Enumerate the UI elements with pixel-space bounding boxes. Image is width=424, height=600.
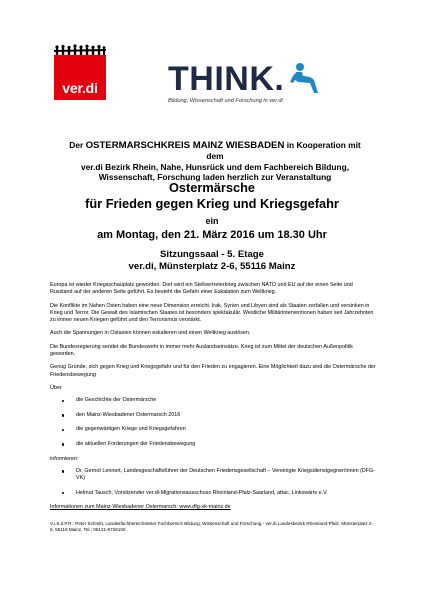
list-item: die aktuellen Forderungen der Friedensbewegung (50, 441, 376, 448)
verdi-wordmark: ver.di (54, 55, 106, 100)
event-date: am Montag, den 21. März 2016 um 18.30 Uhr (97, 229, 327, 241)
list-item: die gegenwärtigen Kriege und Kriegsgefahren (50, 426, 376, 433)
intro-text: Der (69, 140, 86, 150)
paragraph: Genug Gründe, sich gegen Krieg und Kriegsgefahr und für den Frieden zu engagieren. Eine Möglichkeit dazu sind die Ostermärsche der Friedensbewegung (50, 364, 376, 378)
flyer-body (50, 282, 376, 518)
list-item: die Geschichte der Ostermärsche (50, 397, 376, 404)
imprint-footer: V.i.S.d.P.R.: Peter Schmitt, Landesfachbereichsleiter Fachbereich Bildung, Wissenschaft und Forschung - ver.di Landesbezirk Rheinland-Pfalz, Münsterplatz 2-6, 55116 Mainz, Tel.: 06131-9726150 (50, 521, 374, 533)
speakers-label: informieren: (50, 455, 79, 462)
intro-text: ver.di Bezirk Rhein, Nahe, Hunsrück und dem Fachbereich Bildung, (80, 161, 350, 172)
topics-list (50, 397, 376, 448)
think-tagline: Bildung, Wissenschaft und Forschung in ver.di (168, 98, 283, 104)
think-logo (168, 62, 328, 112)
event-address: ver.di, Münsterplatz 2-6, 55116 Mainz (128, 261, 296, 272)
paragraph: Europa ist wieder Kriegsschauplatz geworden. Dort wird ein Stellvertreterkrieg zwischen NATO und EU auf der einen Seite und Russland auf der anderen Seite geführt. Es besteht die Gefahr einer Eskalation zum Weltkrieg. (50, 282, 353, 296)
event-title: Ostermärsche (168, 180, 256, 195)
intro-text: Wissenschaft, Forschung laden herzlich zur Veranstaltung (98, 172, 332, 183)
invitation-intro (60, 140, 370, 183)
think-wordmark: THINK. (168, 60, 285, 98)
paragraph: Die Bundesregierung sendet die Bundeswehr in immer mehr Auslandseinsätze. Krieg ist zum Mittel der deutschen Außenpolitik geworden. (50, 343, 353, 357)
verdi-logo (54, 44, 106, 100)
info-link[interactable]: Informationen zum Mainz-Wiesbadener Ostermarsch: www.dfg-vk-mainz.de (50, 504, 231, 511)
paragraph: Die Konflikte im Nahen Osten haben eine neue Dimension erreicht. Irak, Syrien und Libyen sind als Staaten zerfallen und versinken in Krieg und Terror. Die Gewalt des Islamischen Staates ist besonders spektakulär. Westliche Militärinterventionen haben seit Jahrzehnten zu immer neuen Kriegen geführt und den Terrorismus verstärkt. (50, 302, 374, 323)
event-room: Sitzungssaal - 5. Etage (160, 249, 264, 260)
intro-text: in Kooperation mit dem (206, 140, 361, 162)
list-item: Dr. Gernot Lennert, Landesgeschäftsführer der Deutschen Friedensgesellschaft – Vereinigte Kriegsdienstgegner/innen (DFG-VK) (50, 468, 376, 482)
list-item: den Mainz-Wiesbadener Ostermarsch 2016 (50, 412, 376, 419)
list-item: Helmut Tausch, Vorsitzender ver.di-Migrationsausschuss Rheinland-Pfalz-Saarland, attac, Linkswärts e.V. (50, 490, 376, 497)
event-subtitle: für Frieden gegen Krieg und Kriegsgefahr (85, 196, 339, 211)
paragraph: Auch die Spannungen in Ostasien können eskalieren und einen Weltkrieg auslösen. (50, 330, 251, 337)
speakers-list (50, 468, 376, 497)
thinker-figure-icon (290, 62, 320, 94)
event-ein: ein (205, 216, 219, 226)
topics-label: Über (50, 384, 62, 391)
organizer-name: OSTERMARSCHKREIS MAINZ WIESBADEN (85, 140, 285, 151)
